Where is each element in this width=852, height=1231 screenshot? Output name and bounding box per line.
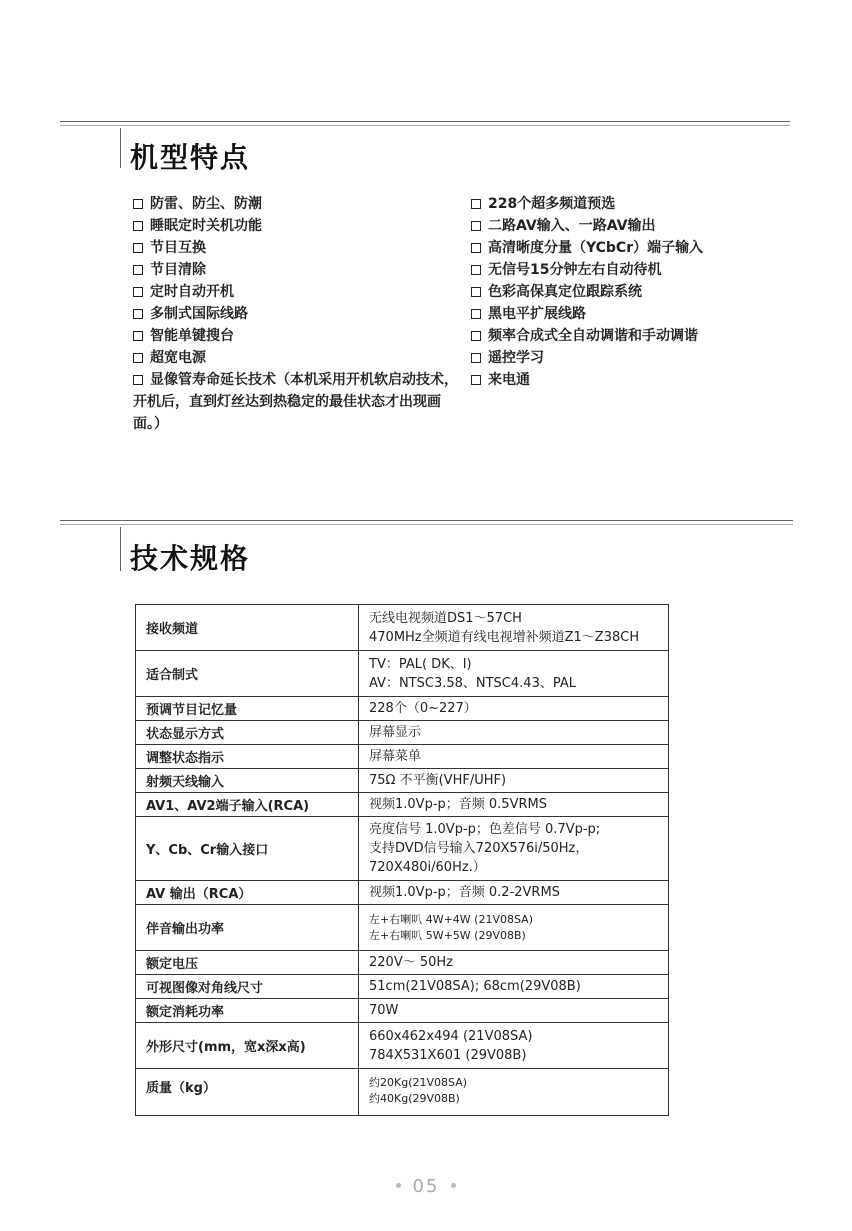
feature-item: 频率合成式全自动调谐和手动调谐 [471,325,771,347]
checkbox-icon [471,287,481,297]
spec-value: 屏幕菜单 [359,745,669,769]
checkbox-icon [471,353,481,363]
section1-title: 机型特点 [130,141,251,174]
feature-item: 睡眠定时关机功能 [133,215,463,237]
feature-item: 遥控学习 [471,347,771,369]
spec-value: 无线电视频道DS1～57CH 470MHz全频道有线电视增补频道Z1～Z38CH [359,605,669,651]
checkbox-icon [133,331,143,341]
feature-item: 超宽电源 [133,347,463,369]
section2-title: 技术规格 [130,542,251,575]
spec-key: AV 输出（RCA） [136,881,359,905]
checkbox-icon [133,199,143,209]
feature-item: 节目互换 [133,237,463,259]
checkbox-icon [133,221,143,231]
spec-value: 亮度信号 1.0Vp-p；色差信号 0.7Vp-p; 支持DVD信号输入720X576i/50Hz， 720X480i/60Hz.） [359,817,669,881]
checkbox-icon [133,287,143,297]
spec-key: 外形尺寸(mm，宽x深x高) [136,1023,359,1069]
table-row [136,951,669,975]
checkbox-icon [471,199,481,209]
spec-value: 75Ω 不平衡(VHF/UHF) [359,769,669,793]
section2-rule-sub [60,524,793,525]
spec-key: 可视图像对角线尺寸 [136,975,359,999]
spec-key: 接收频道 [136,605,359,651]
table-row [136,1023,669,1069]
spec-key: 伴音输出功率 [136,905,359,951]
checkbox-icon [133,309,143,319]
section1-rule [60,121,790,122]
spec-key: 额定消耗功率 [136,999,359,1023]
feature-list-left [133,193,463,435]
feature-item: 防雷、防尘、防潮 [133,193,463,215]
table-row [136,721,669,745]
feature-item: 二路AV输入、一路AV输出 [471,215,771,237]
spec-value: TV：PAL( DK、I) AV：NTSC3.58、NTSC4.43、PAL [359,651,669,697]
spec-value: 屏幕显示 [359,721,669,745]
section2-rule-vertical [120,527,121,571]
spec-key: 调整状态指示 [136,745,359,769]
table-row [136,697,669,721]
spec-value: 220V～ 50Hz [359,951,669,975]
spec-value: 视频1.0Vp-p；音频 0.2-2VRMS [359,881,669,905]
spec-key: AV1、AV2端子输入(RCA) [136,793,359,817]
spec-value: 约20Kg(21V08SA) 约40Kg(29V08B) [359,1069,669,1116]
spec-key: 质量（kg） [136,1069,359,1116]
spec-value: 228个（0~227） [359,697,669,721]
spec-table [135,604,669,1116]
feature-item: 来电通 [471,369,771,391]
feature-item: 228个超多频道预选 [471,193,771,215]
spec-value: 51cm(21V08SA); 68cm(29V08B) [359,975,669,999]
spec-key: 额定电压 [136,951,359,975]
feature-item: 高清晰度分量（YCbCr）端子输入 [471,237,771,259]
feature-item: 智能单键搜台 [133,325,463,347]
table-row [136,793,669,817]
checkbox-icon [471,375,481,385]
feature-item: 定时自动开机 [133,281,463,303]
table-row [136,881,669,905]
spec-value: 70W [359,999,669,1023]
table-row [136,745,669,769]
feature-item: 节目清除 [133,259,463,281]
table-row [136,605,669,651]
feature-item: 多制式国际线路 [133,303,463,325]
feature-item: 显像管寿命延长技术（本机采用开机软启动技术，开机后，直到灯丝达到热稳定的最佳状态才出现画面。） [133,372,458,432]
table-row [136,975,669,999]
page-number: 05 [0,1176,852,1197]
feature-item: 色彩高保真定位跟踪系统 [471,281,771,303]
table-row [136,651,669,697]
table-row [136,1069,669,1116]
spec-key: 射频天线输入 [136,769,359,793]
checkbox-icon [133,265,143,275]
checkbox-icon [471,309,481,319]
spec-value: 660x462x494 (21V08SA) 784X531X601 (29V08B) [359,1023,669,1069]
table-row [136,817,669,881]
table-row [136,905,669,951]
bullet-dot-icon [451,1183,456,1188]
checkbox-icon [133,243,143,253]
checkbox-icon [471,243,481,253]
checkbox-icon [471,221,481,231]
feature-item: 无信号15分钟左右自动待机 [471,259,771,281]
section1-rule-sub [60,125,790,126]
section1-rule-vertical [120,128,121,168]
spec-value: 视频1.0Vp-p；音频 0.5VRMS [359,793,669,817]
checkbox-icon [133,353,143,363]
feature-list-right [471,193,771,391]
spec-key: 适合制式 [136,651,359,697]
bullet-dot-icon [396,1183,401,1188]
checkbox-icon [471,265,481,275]
checkbox-icon [471,331,481,341]
spec-value: 左+右喇叭 4W+4W (21V08SA) 左+右喇叭 5W+5W (29V08B) [359,905,669,951]
spec-key: Y、Cb、Cr输入接口 [136,817,359,881]
spec-key: 状态显示方式 [136,721,359,745]
spec-key: 预调节目记忆量 [136,697,359,721]
feature-item: 黑电平扩展线路 [471,303,771,325]
checkbox-icon [133,375,143,385]
section2-rule [60,520,793,521]
table-row [136,769,669,793]
table-row [136,999,669,1023]
